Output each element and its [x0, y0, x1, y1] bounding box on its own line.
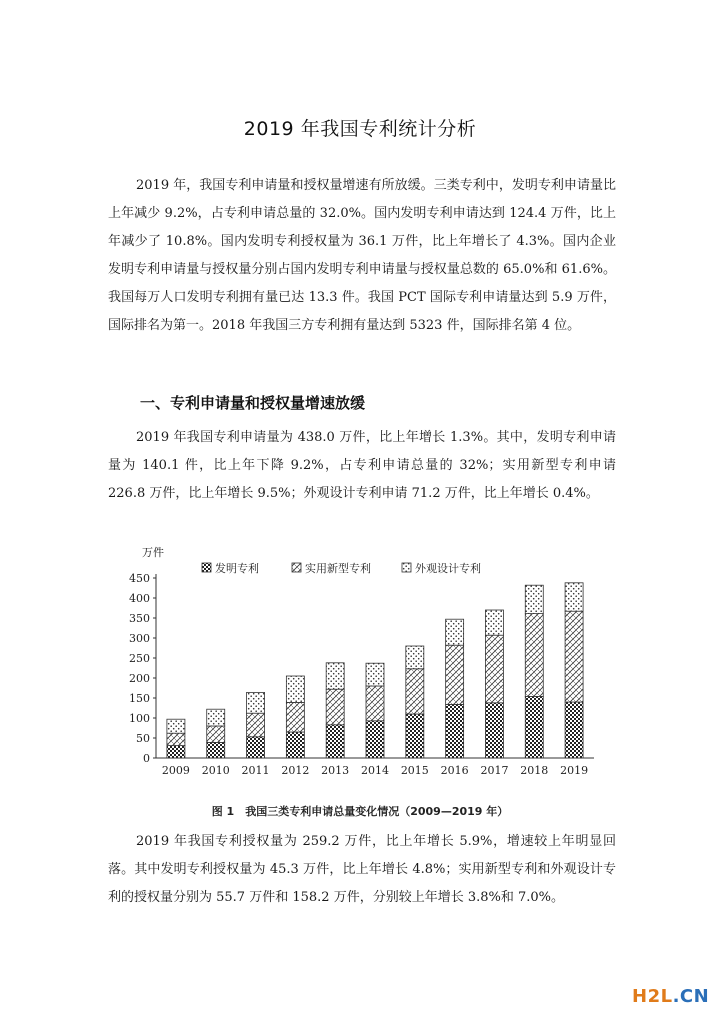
bar-segment [565, 583, 583, 611]
bar-segment [247, 692, 265, 713]
document-title: 2019 年我国专利统计分析 [243, 118, 477, 140]
figure-caption: 图 1 我国三类专利申请总量变化情况（2009—2019 年） [211, 805, 509, 818]
section-paragraph: 2019 年我国专利申请量为 438.0 万件，比上年增长 1.3%。其中，发明专利申请量为 140.1 件，比上年下降 9.2%，占专利申请总量的 32%；实用新型专利申请 226.8 万件，比上年增长 9.5%；外观设计专利申请 71.2 万件，比上年增长 0.4%。 [108, 430, 616, 501]
site-watermark [632, 986, 709, 1007]
bar-segment [326, 689, 344, 725]
bar-segment [406, 646, 424, 669]
x-tick-label: 2013 [321, 764, 350, 777]
bar-segment [207, 742, 225, 758]
section-heading: 一、专利申请量和授权量增速放缓 [140, 394, 366, 412]
x-tick-label: 2014 [361, 764, 389, 777]
bar-segment [286, 732, 304, 758]
bar-segment [207, 726, 225, 742]
intro-paragraph: 2019 年，我国专利申请量和授权量增速有所放缓。三类专利中，发明专利申请量比上年减少 9.2%，占专利申请总量的 32.0%。国内发明专利申请达到 124.4 万件，比上年减少了 10.8%。国内发明专利授权量为 36.1 万件，比上年增长了 4.3%。国内企业发明专利申请量与授权量分别占国内发明专利申请量与授权量总数的 65.0%和 61.6%。我国每万人口发明专利拥有量已达 13.3 件。我国 PCT 国际专利申请量达到 5.9 万件，国际排名为第一。2018 年我国三方专利拥有量达到 5323 件，国际排名第 4 位。 [108, 178, 616, 333]
x-tick-label: 2015 [400, 764, 429, 777]
chart-axes [129, 572, 594, 777]
legend-label: 实用新型专利 [305, 562, 371, 575]
bar-segment [446, 619, 464, 645]
x-tick-label: 2016 [440, 764, 469, 777]
y-tick-label: 300 [129, 632, 150, 645]
section-paragraph-2: 2019 年我国专利授权量为 259.2 万件，比上年增长 5.9%，增速较上年明显回落。其中发明专利授权量为 45.3 万件，比上年增长 4.8%；实用新型专利和外观设计专利的授权量分别为 55.7 万件和 158.2 万件，分别较上年增长 3.8%和 7.0%。 [108, 834, 616, 905]
bar-segment [286, 676, 304, 702]
bar-segment [485, 635, 503, 703]
y-tick-label: 450 [129, 572, 150, 585]
bar-segment [167, 746, 185, 758]
bar-segment [247, 737, 265, 758]
x-tick-label: 2012 [281, 764, 310, 777]
y-tick-label: 0 [143, 752, 150, 765]
x-tick-label: 2019 [560, 764, 589, 777]
bar-segment [525, 585, 543, 613]
x-tick-label: 2010 [201, 764, 230, 777]
bar-segment [366, 663, 384, 686]
bar-segment [326, 663, 344, 689]
y-tick-label: 200 [129, 672, 150, 685]
legend-swatch [402, 563, 411, 572]
y-tick-label: 350 [129, 612, 150, 625]
bar-segment [207, 709, 225, 726]
bar-segment [406, 714, 424, 758]
y-tick-label: 150 [129, 692, 150, 705]
x-tick-label: 2018 [520, 764, 549, 777]
watermark-part1: H2L [632, 986, 673, 1007]
y-axis-label: 万件 [142, 546, 164, 559]
bar-segment [565, 702, 583, 758]
legend-swatch [292, 563, 301, 572]
bar-segment [326, 725, 344, 758]
y-tick-label: 250 [129, 652, 150, 665]
y-tick-label: 400 [129, 592, 150, 605]
x-tick-label: 2009 [161, 764, 190, 777]
x-tick-label: 2011 [241, 764, 270, 777]
bar-segment [406, 669, 424, 714]
y-tick-label: 100 [129, 712, 150, 725]
legend-label: 发明专利 [215, 562, 259, 575]
bar-segment [286, 702, 304, 732]
legend-swatch [202, 563, 211, 572]
bar-segment [525, 614, 543, 697]
bar-segment [167, 733, 185, 745]
bar-segment [525, 696, 543, 758]
bar-segment [366, 686, 384, 721]
stacked-bar-chart [120, 540, 600, 802]
y-tick-label: 50 [136, 732, 150, 745]
bar-segment [247, 713, 265, 737]
bar-segment [167, 719, 185, 733]
bar-segment [485, 610, 503, 635]
bar-segment [485, 703, 503, 758]
bar-segment [565, 611, 583, 702]
x-tick-label: 2017 [480, 764, 509, 777]
bar-segment [446, 704, 464, 758]
legend-label: 外观设计专利 [415, 562, 481, 575]
watermark-part2: .CN [672, 986, 710, 1007]
chart-legend [202, 561, 481, 575]
bar-segment [366, 721, 384, 758]
chart-bars [167, 583, 583, 758]
bar-segment [446, 645, 464, 704]
